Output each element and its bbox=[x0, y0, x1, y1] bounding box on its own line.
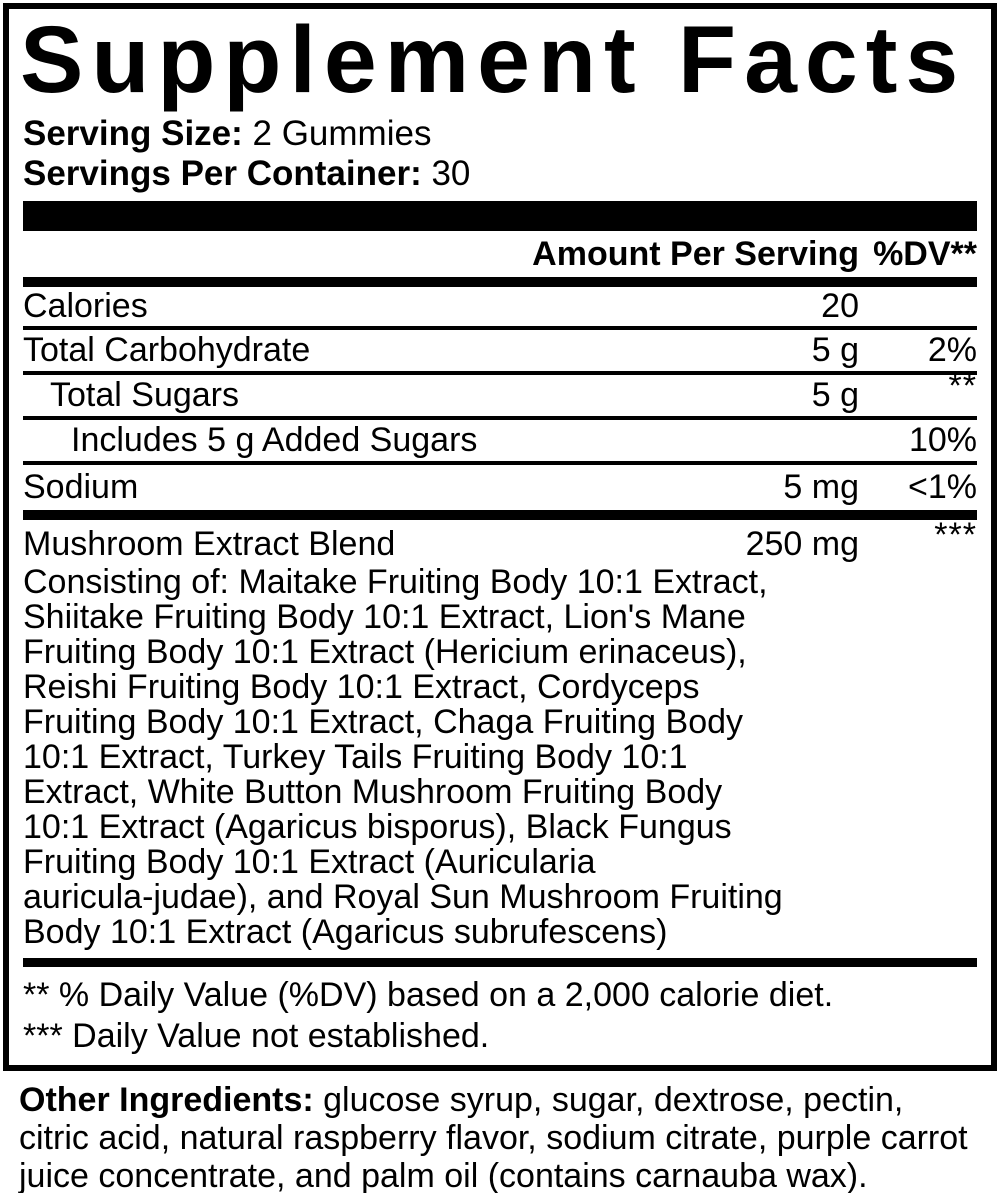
table-row-total-sugars bbox=[23, 367, 977, 420]
blend-description-line: auricula-judae), and Royal Sun Mushroom Fruiting bbox=[23, 878, 783, 916]
nutrient-dv: <1% bbox=[908, 468, 977, 506]
servings-per-container-value: 30 bbox=[421, 154, 471, 193]
nutrient-dv: ** bbox=[948, 367, 977, 405]
servings-per-container-line bbox=[23, 154, 977, 194]
other-ingredients bbox=[19, 1081, 972, 1193]
footnote-dv-basis: ** % Daily Value (%DV) based on a 2,000 calorie diet. bbox=[23, 976, 834, 1014]
nutrient-name: Mushroom Extract Blend bbox=[23, 524, 396, 563]
nutrient-name: Sodium bbox=[23, 468, 139, 506]
supplement-facts-panel bbox=[3, 3, 997, 1071]
table-row-added-sugars bbox=[23, 420, 977, 465]
nutrient-dv: 10% bbox=[908, 421, 977, 459]
blend-description bbox=[23, 565, 977, 950]
nutrient-amount: 20 bbox=[821, 287, 859, 325]
nutrient-amount: 250 mg bbox=[745, 524, 859, 563]
divider-thick-top bbox=[23, 201, 977, 231]
blend-description-line: Fruiting Body 10:1 Extract, Chaga Fruiting Body bbox=[23, 703, 744, 741]
blend-description-line: Fruiting Body 10:1 Extract (Auricularia bbox=[23, 843, 596, 881]
other-ingredients-label: Other Ingredients: bbox=[19, 1081, 314, 1119]
serving-size-value: 2 Gummies bbox=[242, 114, 432, 153]
blend-description-line: Extract, White Button Mushroom Fruiting Body bbox=[23, 773, 723, 811]
serving-size-line bbox=[23, 114, 977, 154]
other-ingredients-text: glucose syrup, sugar, dextrose, pectin, citric acid, natural raspberry flavor, sodium citrate, purple carrot juice concentrate, and palm oil (contains carnauba wax). bbox=[19, 1081, 968, 1193]
footnote-dv-not-established: *** Daily Value not established. bbox=[23, 1017, 490, 1055]
blend-description-line: Body 10:1 Extract (Agaricus subrufescens) bbox=[23, 913, 668, 951]
nutrient-amount: 5 g bbox=[811, 331, 859, 369]
nutrient-name: Total Carbohydrate bbox=[23, 331, 311, 369]
divider-footnotes-top bbox=[23, 958, 977, 967]
nutrient-name: Total Sugars bbox=[50, 376, 239, 414]
divider-header-bottom bbox=[23, 277, 977, 287]
blend-description-line: Shiitake Fruiting Body 10:1 Extract, Lion's Mane bbox=[23, 598, 746, 636]
blend-description-line: Consisting of: Maitake Fruiting Body 10:1 Extract, bbox=[23, 563, 768, 601]
nutrient-name: Calories bbox=[23, 287, 148, 325]
table-row-calories bbox=[23, 287, 977, 330]
panel-title: Supplement Facts bbox=[20, 7, 967, 113]
table-header-row bbox=[23, 231, 977, 277]
table-row-sodium bbox=[23, 465, 977, 510]
header-dv: %DV** bbox=[873, 234, 977, 273]
nutrient-amount: 5 mg bbox=[783, 468, 859, 506]
serving-size-label: Serving Size: bbox=[23, 114, 243, 153]
table-row-total-carbohydrate bbox=[23, 330, 977, 375]
table-row-mushroom-blend bbox=[23, 515, 977, 565]
nutrient-dv: *** bbox=[934, 515, 977, 554]
nutrient-name: Includes 5 g Added Sugars bbox=[71, 421, 478, 459]
blend-description-line: 10:1 Extract, Turkey Tails Fruiting Body 10:1 bbox=[23, 738, 688, 776]
blend-description-line: Fruiting Body 10:1 Extract (Hericium erinaceus), bbox=[23, 633, 747, 671]
blend-description-line: Reishi Fruiting Body 10:1 Extract, Cordyceps bbox=[23, 668, 700, 706]
footnotes bbox=[23, 967, 977, 1059]
blend-description-line: 10:1 Extract (Agaricus bisporus), Black Fungus bbox=[23, 808, 732, 846]
divider-sodium-bottom bbox=[23, 510, 977, 520]
header-amount-per-serving: Amount Per Serving bbox=[532, 234, 859, 273]
nutrient-amount: 5 g bbox=[811, 376, 859, 414]
servings-per-container-label: Servings Per Container: bbox=[23, 154, 422, 193]
nutrient-dv: 2% bbox=[927, 331, 977, 369]
